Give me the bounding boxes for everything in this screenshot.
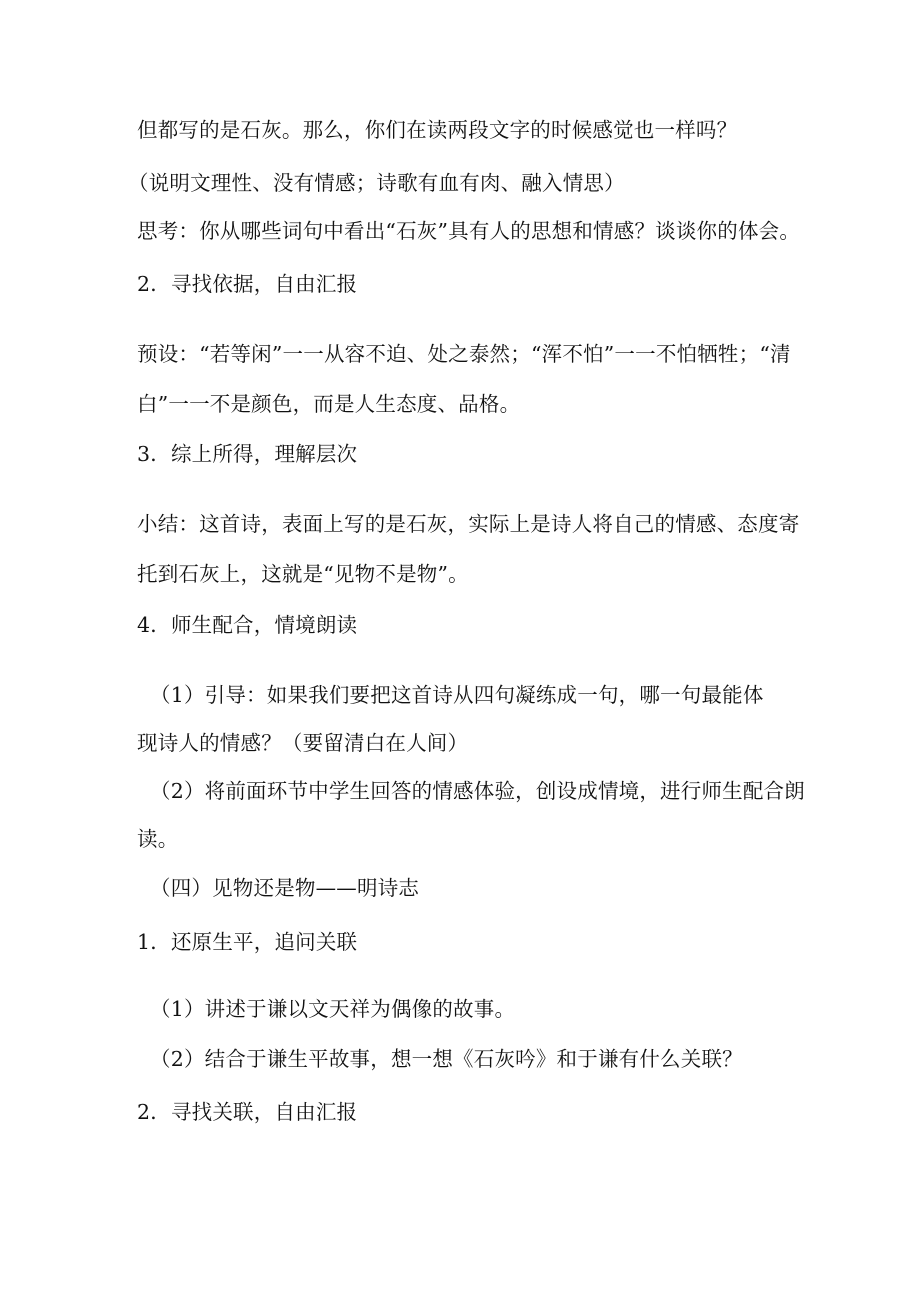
section-heading: 3．综上所得，理解层次	[137, 442, 358, 466]
text-line: 但都写的是石灰。那么，你们在读两段文字的时候感觉也一样吗？	[137, 118, 738, 142]
text-line: 小结：这首诗，表面上写的是石灰，实际上是诗人将自己的情感、态度寄	[137, 512, 800, 536]
section-heading: 4．师生配合，情境朗读	[137, 613, 358, 637]
section-heading: 1．还原生平，追问关联	[137, 930, 358, 954]
text-line: （1）引导：如果我们要把这首诗从四句凝练成一句，哪一句最能体	[150, 683, 764, 707]
section-heading: （四）见物还是物——明诗志	[150, 876, 420, 900]
text-line: 预设：“若等闲”一一从容不迫、处之泰然；“浑不怕”一一不怕牺牲；“清	[137, 342, 791, 366]
section-heading: 2．寻找依据，自由汇报	[137, 272, 358, 296]
text-line: 白”一一不是颜色，而是人生态度、品格。	[137, 392, 521, 416]
text-line: （2）结合于谦生平故事，想一想《石灰吟》和于谦有什么关联？	[150, 1047, 743, 1071]
text-line: （说明文理性、没有情感；诗歌有血有肉、融入情思）	[128, 171, 625, 195]
text-line: （1）讲述于谦以文天祥为偶像的故事。	[150, 997, 516, 1021]
text-line: （2）将前面环节中学生回答的情感体验，创设成情境，进行师生配合朗	[150, 779, 805, 803]
text-line: 思考：你从哪些词句中看出“石灰”具有人的思想和情感？谈谈你的体会。	[137, 219, 801, 243]
text-line: 读。	[137, 827, 179, 851]
text-line: 托到石灰上，这就是“见物不是物”。	[137, 562, 469, 586]
text-line: 现诗人的情感？（要留清白在人间）	[137, 731, 469, 755]
section-heading: 2．寻找关联，自由汇报	[137, 1100, 358, 1124]
